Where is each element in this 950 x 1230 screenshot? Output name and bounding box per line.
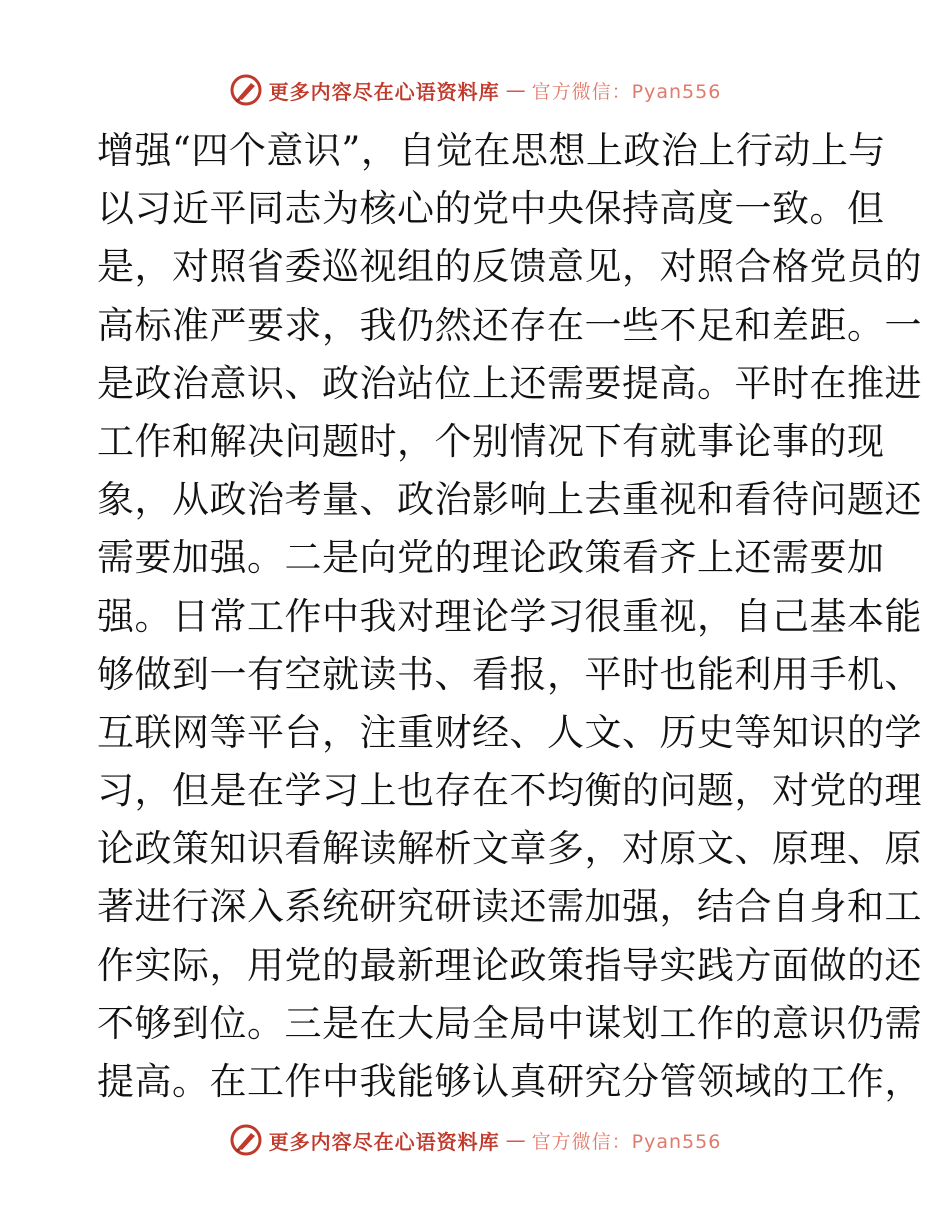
body-line-13: 论政策知识看解读解析文章多，对原文、原理、原 [97, 827, 922, 871]
footer-dash: — [505, 1128, 526, 1152]
body-line-5: 是政治意识、政治站位上还需要提高。平时在推进 [97, 361, 922, 405]
document-body [97, 122, 922, 1111]
body-line-8: 需要加强。二是向党的理论政策看齐上还需要加 [97, 536, 885, 580]
body-line-6: 工作和解决问题时，个别情况下有就事论事的现 [97, 419, 885, 463]
body-line-2: 以习近平同志为核心的党中央保持高度一致。但 [97, 187, 885, 231]
pen-logo-icon [229, 1123, 263, 1157]
body-line-12: 习，但是在学习上也存在不均衡的问题，对党的理 [97, 769, 922, 813]
header-banner [0, 70, 950, 110]
body-line-10: 够做到一有空就读书、看报，平时也能利用手机、 [97, 652, 922, 696]
header-brand-text: 更多内容尽在心语资料库 [268, 79, 500, 104]
body-line-3: 是，对照省委巡视组的反馈意见，对照合格党员的 [97, 245, 922, 289]
body-line-4: 高标准严要求，我仍然还存在一些不足和差距。一 [97, 303, 922, 347]
body-line-9: 强。日常工作中我对理论学习很重视，自己基本能 [97, 594, 922, 638]
header-official-account: 官方微信：Pyan556 [531, 80, 722, 103]
pen-logo-icon [229, 73, 263, 107]
body-line-1: 增强“四个意识”，自觉在思想上政治上行动上与 [97, 129, 886, 172]
footer-brand-text: 更多内容尽在心语资料库 [268, 1129, 500, 1154]
body-line-16: 不够到位。三是在大局全局中谋划工作的意识仍需 [97, 1001, 922, 1045]
body-line-15: 作实际，用党的最新理论政策指导实践方面做的还 [97, 943, 922, 987]
body-line-17: 提高。在工作中我能够认真研究分管领域的工作， [97, 1060, 922, 1103]
header-dash: — [505, 78, 526, 102]
footer-banner [0, 1120, 950, 1160]
body-line-11: 互联网等平台，注重财经、人文、历史等知识的学 [97, 710, 922, 754]
body-line-7: 象，从政治考量、政治影响上去重视和看待问题还 [97, 478, 922, 522]
footer-official-account: 官方微信：Pyan556 [531, 1130, 722, 1153]
body-line-14: 著进行深入系统研究研读还需加强，结合自身和工 [97, 885, 922, 929]
